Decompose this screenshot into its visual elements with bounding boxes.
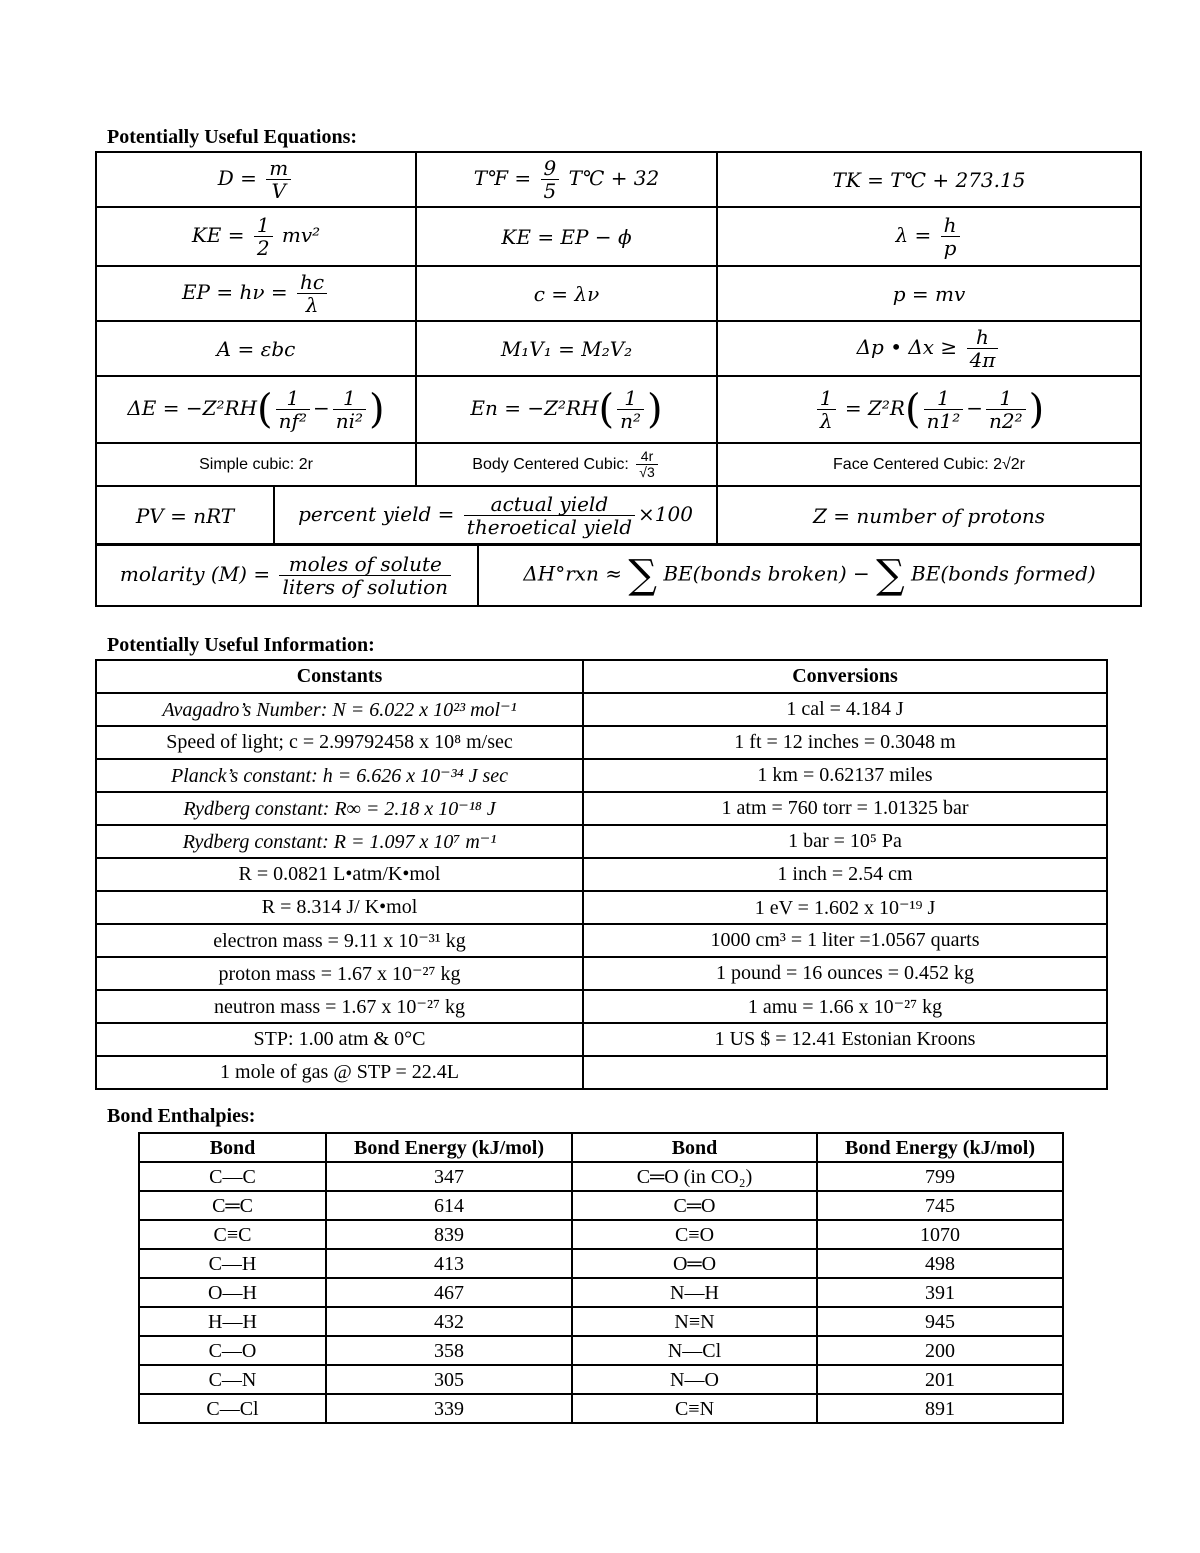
energy-cell: 201 [817,1365,1063,1394]
energy-cell: 339 [326,1394,572,1423]
bond-cell: C—C [139,1162,326,1191]
conversion-cell: 1 cal = 4.184 J [583,693,1107,726]
equations-table [95,151,1142,546]
constant-cell: Speed of light; c = 2.99792458 x 10⁸ m/sec [96,726,583,759]
energy-cell: 467 [326,1278,572,1307]
constant-cell: neutron mass = 1.67 x 10⁻²⁷ kg [96,990,583,1023]
energy-cell: 745 [817,1191,1063,1220]
eq-fcc: Face Centered Cubic: 2√2r [717,443,1141,486]
energy-cell: 200 [817,1336,1063,1365]
conversion-cell: 1 ft = 12 inches = 0.3048 m [583,726,1107,759]
energy-cell: 498 [817,1249,1063,1278]
conversion-cell: 1 atm = 760 torr = 1.01325 bar [583,792,1107,825]
energy-cell: 839 [326,1220,572,1249]
constant-cell: R = 8.314 J/ K•mol [96,891,583,924]
bond-cell: N—H [572,1278,817,1307]
eq-molarity: molarity (M) = $\frac{\text{moles of solute}}{\text{liters of solution}}$ [96,544,478,606]
bond-cell: H—H [139,1307,326,1336]
conversion-cell: 1 US $ = 12.41 Estonian Kroons [583,1023,1107,1056]
equations-table-bottom [95,543,1142,607]
eq-fahrenheit: T℉ = $\frac{9}{5}$ T℃ + 32 [416,152,717,207]
constant-cell: Avagadro’s Number: N = 6.022 x 10²³ mol⁻¹ [96,693,583,726]
bond-cell: C═C [139,1191,326,1220]
eq-bond-enthalpy: ΔH°rxn ≈ ∑ BE(bonds broken) − ∑ BE(bonds formed) [478,544,1141,606]
bond-cell: C—N [139,1365,326,1394]
conversion-cell: 1 inch = 2.54 cm [583,858,1107,891]
conversion-cell: 1000 cm³ = 1 liter =1.0567 quarts [583,924,1107,957]
eq-kelvin: TK = T℃ + 273.15 [717,152,1141,207]
equations-title: Potentially Useful Equations: [107,126,358,148]
bond-cell: C≡N [572,1394,817,1423]
eq-atomic-number: Z = number of protons [717,486,1141,545]
bond-cell: O—H [139,1278,326,1307]
eq-photon-energy: EP = hν = $\frac{hc}{\lambda}$ [96,266,416,321]
conversion-cell: 1 eV = 1.602 x 10⁻¹⁹ J [583,891,1107,924]
constant-cell: Rydberg constant: R∞ = 2.18 x 10⁻¹⁸ J [96,792,583,825]
header-conversions: Conversions [583,660,1107,693]
constant-cell: R = 0.0821 L•atm/K•mol [96,858,583,891]
eq-percent-yield: percent yield = $\frac{\text{actual yield}}{\text{theroetical yield}}$ ×100 [274,486,717,545]
energy-cell: 799 [817,1162,1063,1191]
bond-cell: C≡C [139,1220,326,1249]
energy-cell: 347 [326,1162,572,1191]
eq-wave-speed: c = λν [416,266,717,321]
energy-cell: 945 [817,1307,1063,1336]
information-table [95,659,1108,1090]
header-bond: Bond [139,1133,326,1162]
eq-delta-e: ΔE = −Z²RH( $\frac{1}{\text{nf²}}$ − $\frac{1}{\text{ni²}}$ ) [96,376,416,443]
eq-debroglie: λ = $\frac{h}{p}$ [717,207,1141,266]
bond-cell: C—Cl [139,1394,326,1423]
eq-simple-cubic: Simple cubic: 2r [96,443,416,486]
eq-rydberg: $\frac{1}{\lambda}$ = Z²R( $\frac{1}{\text{n1²}}$ − $\frac{1}{\text{n2²}}$ ) [717,376,1141,443]
constant-cell: Planck’s constant: h = 6.626 x 10⁻³⁴ J sec [96,759,583,792]
eq-beer-lambert: A = εbc [96,321,416,376]
eq-uncertainty: Δp • Δx ≥ $\frac{h}{4\pi}$ [717,321,1141,376]
constant-cell: 1 mole of gas @ STP = 22.4L [96,1056,583,1089]
energy-cell: 891 [817,1394,1063,1423]
energy-cell: 358 [326,1336,572,1365]
bonds-title: Bond Enthalpies: [107,1105,256,1127]
information-title: Potentially Useful Information: [107,634,375,656]
bond-cell: O═O [572,1249,817,1278]
eq-bcc: Body Centered Cubic: $\frac{4r}{√3}$ [416,443,717,486]
conversion-cell: 1 km = 0.62137 miles [583,759,1107,792]
eq-kinetic: KE = $\frac{1}{2}$ mv² [96,207,416,266]
bond-cell: N—Cl [572,1336,817,1365]
energy-cell: 432 [326,1307,572,1336]
constant-cell: Rydberg constant: R = 1.097 x 10⁷ m⁻¹ [96,825,583,858]
header-bond: Bond [572,1133,817,1162]
energy-cell: 305 [326,1365,572,1394]
eq-density: D = $\frac{m}{V}$ [96,152,416,207]
eq-ideal-gas: PV = nRT [96,486,274,545]
bond-cell: C≡O [572,1220,817,1249]
bond-cell: C—H [139,1249,326,1278]
bond-cell: N≡N [572,1307,817,1336]
conversion-cell: 1 amu = 1.66 x 10⁻²⁷ kg [583,990,1107,1023]
header-bond-energy: Bond Energy (kJ/mol) [326,1133,572,1162]
bond-table [138,1132,1064,1424]
conversion-cell: 1 bar = 10⁵ Pa [583,825,1107,858]
energy-cell: 391 [817,1278,1063,1307]
conversion-cell: 1 pound = 16 ounces = 0.452 kg [583,957,1107,990]
eq-momentum: p = mv [717,266,1141,321]
energy-cell: 614 [326,1191,572,1220]
energy-cell: 413 [326,1249,572,1278]
constant-cell: proton mass = 1.67 x 10⁻²⁷ kg [96,957,583,990]
bond-cell: C═O [572,1191,817,1220]
eq-energy-level: En = −Z²RH( $\frac{1}{\text{n²}}$ ) [416,376,717,443]
constant-cell: STP: 1.00 atm & 0°C [96,1023,583,1056]
constant-cell: electron mass = 9.11 x 10⁻³¹ kg [96,924,583,957]
eq-dilution: M₁V₁ = M₂V₂ [416,321,717,376]
header-bond-energy: Bond Energy (kJ/mol) [817,1133,1063,1162]
conversion-cell [583,1056,1107,1089]
bond-cell: C═O (in CO₂) [572,1162,817,1191]
bond-cell: N—O [572,1365,817,1394]
bond-cell: C—O [139,1336,326,1365]
eq-photoelectric: KE = EP − ϕ [416,207,717,266]
energy-cell: 1070 [817,1220,1063,1249]
header-constants: Constants [96,660,583,693]
